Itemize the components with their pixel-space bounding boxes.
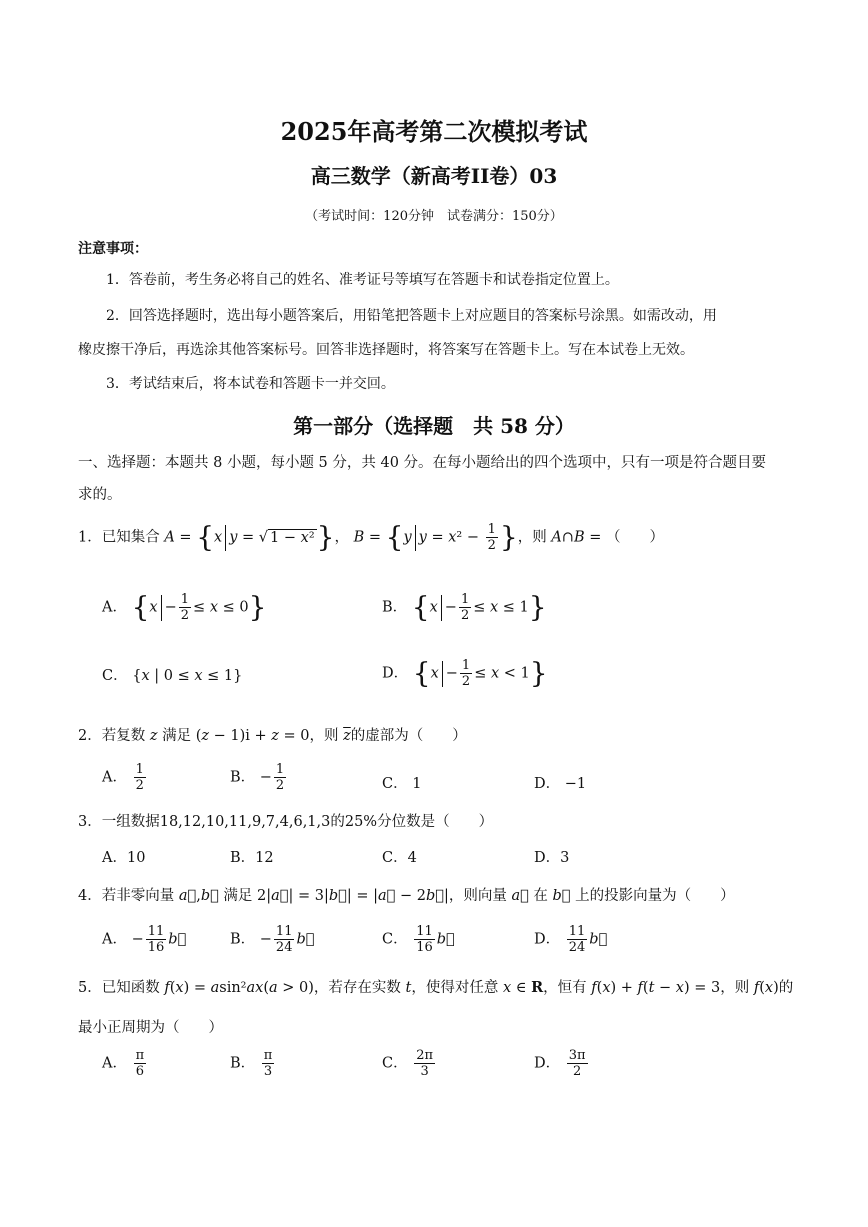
question-5-cont: 最小正周期为（ ） — [78, 1020, 223, 1036]
q4-option-a[interactable]: A． − $\frac{11}{16}$ b⃗ — [102, 924, 187, 955]
q5-option-d[interactable]: D． $\frac{3\pi}{2}$ — [534, 1048, 586, 1079]
notice-item-2: 2．回答选择题时，选出每小题答案后，用铅笔把答题卡上对应题目的答案标号涂黑。如需改动，用 — [106, 308, 717, 324]
notice-item-2-cont: 橡皮擦干净后，再选涂其他答案标号。回答非选择题时，将答案写在答题卡上。写在本试卷上无效。 — [78, 342, 694, 358]
notice-heading: 注意事项： — [78, 241, 148, 257]
notice-item-1: 1．答卷前，考生务必将自己的姓名、准考证号等填写在答题卡和试卷指定位置上。 — [106, 272, 619, 288]
q3-option-b[interactable]: B．12 — [230, 850, 274, 866]
q2-option-a[interactable]: A． $\frac{1}{2}$ — [102, 762, 144, 793]
exam-title: 2025年高考第二次模拟考试 — [280, 117, 588, 146]
question-1: 1．已知集合 A = {x y = √ 1 − x²}， B = {y y = x² − $\frac{1}{2}$ }，则 A∩B = （ ） — [78, 520, 664, 554]
q3-option-c[interactable]: C．4 — [382, 850, 417, 866]
q5-option-c[interactable]: C． $\frac{2\pi}{3}$ — [382, 1048, 434, 1079]
notice-item-3: 3．考试结束后，将本试卷和答题卡一并交回。 — [106, 376, 395, 392]
q3-option-a[interactable]: A．10 — [102, 850, 146, 866]
exam-time-info: （考试时间：120分钟 试卷满分：150分） — [305, 209, 563, 224]
q5-option-a[interactable]: A． $\frac{\pi}{6}$ — [102, 1048, 145, 1079]
q3-option-d[interactable]: D．3 — [534, 850, 570, 866]
question-4: 4．若非零向量 a⃗,b⃗ 满足 2|a⃗| = 3|b⃗| = |a⃗ − 2b⃗|，则向量 a⃗ 在 b⃗ 上的投影向量为（ ） — [78, 888, 735, 904]
exam-subtitle: 高三数学（新高考II卷）03 — [310, 164, 558, 188]
q1-option-d[interactable]: D． {x − $\frac{1}{2}$ ≤ x < 1} — [382, 656, 548, 690]
section-instructions: 一、选择题：本题共 8 小题，每小题 5 分，共 40 分。在每小题给出的四个选项中，只有一项是符合题目要 — [78, 455, 767, 471]
q1-option-b[interactable]: B． {x − $\frac{1}{2}$ ≤ x ≤ 1} — [382, 590, 547, 624]
q4-option-c[interactable]: C． $\frac{11}{16}$ b⃗ — [382, 924, 455, 955]
question-2: 2．若复数 z 满足 (z − 1)i + z = 0，则 $\overline{z}$的虚部为（ ） — [78, 728, 467, 744]
q2-option-b[interactable]: B． − $\frac{1}{2}$ — [230, 762, 285, 793]
q1-option-a[interactable]: A． {x − $\frac{1}{2}$ ≤ x ≤ 0} — [102, 590, 267, 624]
part-one-title: 第一部分（选择题 共 58 分） — [293, 414, 575, 438]
section-instructions-cont: 求的。 — [78, 487, 122, 503]
q4-option-d[interactable]: D． $\frac{11}{24}$ b⃗ — [534, 924, 608, 955]
q1-option-c[interactable]: C． {x | 0 ≤ x ≤ 1} — [102, 668, 243, 684]
question-3: 3．一组数据18,12,10,11,9,7,4,6,1,3的25%分位数是（ ） — [78, 814, 494, 830]
q2-option-c[interactable]: C． 1 — [382, 776, 422, 792]
q5-option-b[interactable]: B． $\frac{\pi}{3}$ — [230, 1048, 273, 1079]
q4-option-b[interactable]: B． − $\frac{11}{24}$ b⃗ — [230, 924, 315, 955]
q2-option-d[interactable]: D． −1 — [534, 776, 587, 792]
question-5: 5．已知函数 f(x) = asin²ax(a > 0)，若存在实数 t，使得对任意 x ∈ R，恒有 f(x) + f(t − x) = 3，则 f(x)的 — [78, 979, 794, 996]
